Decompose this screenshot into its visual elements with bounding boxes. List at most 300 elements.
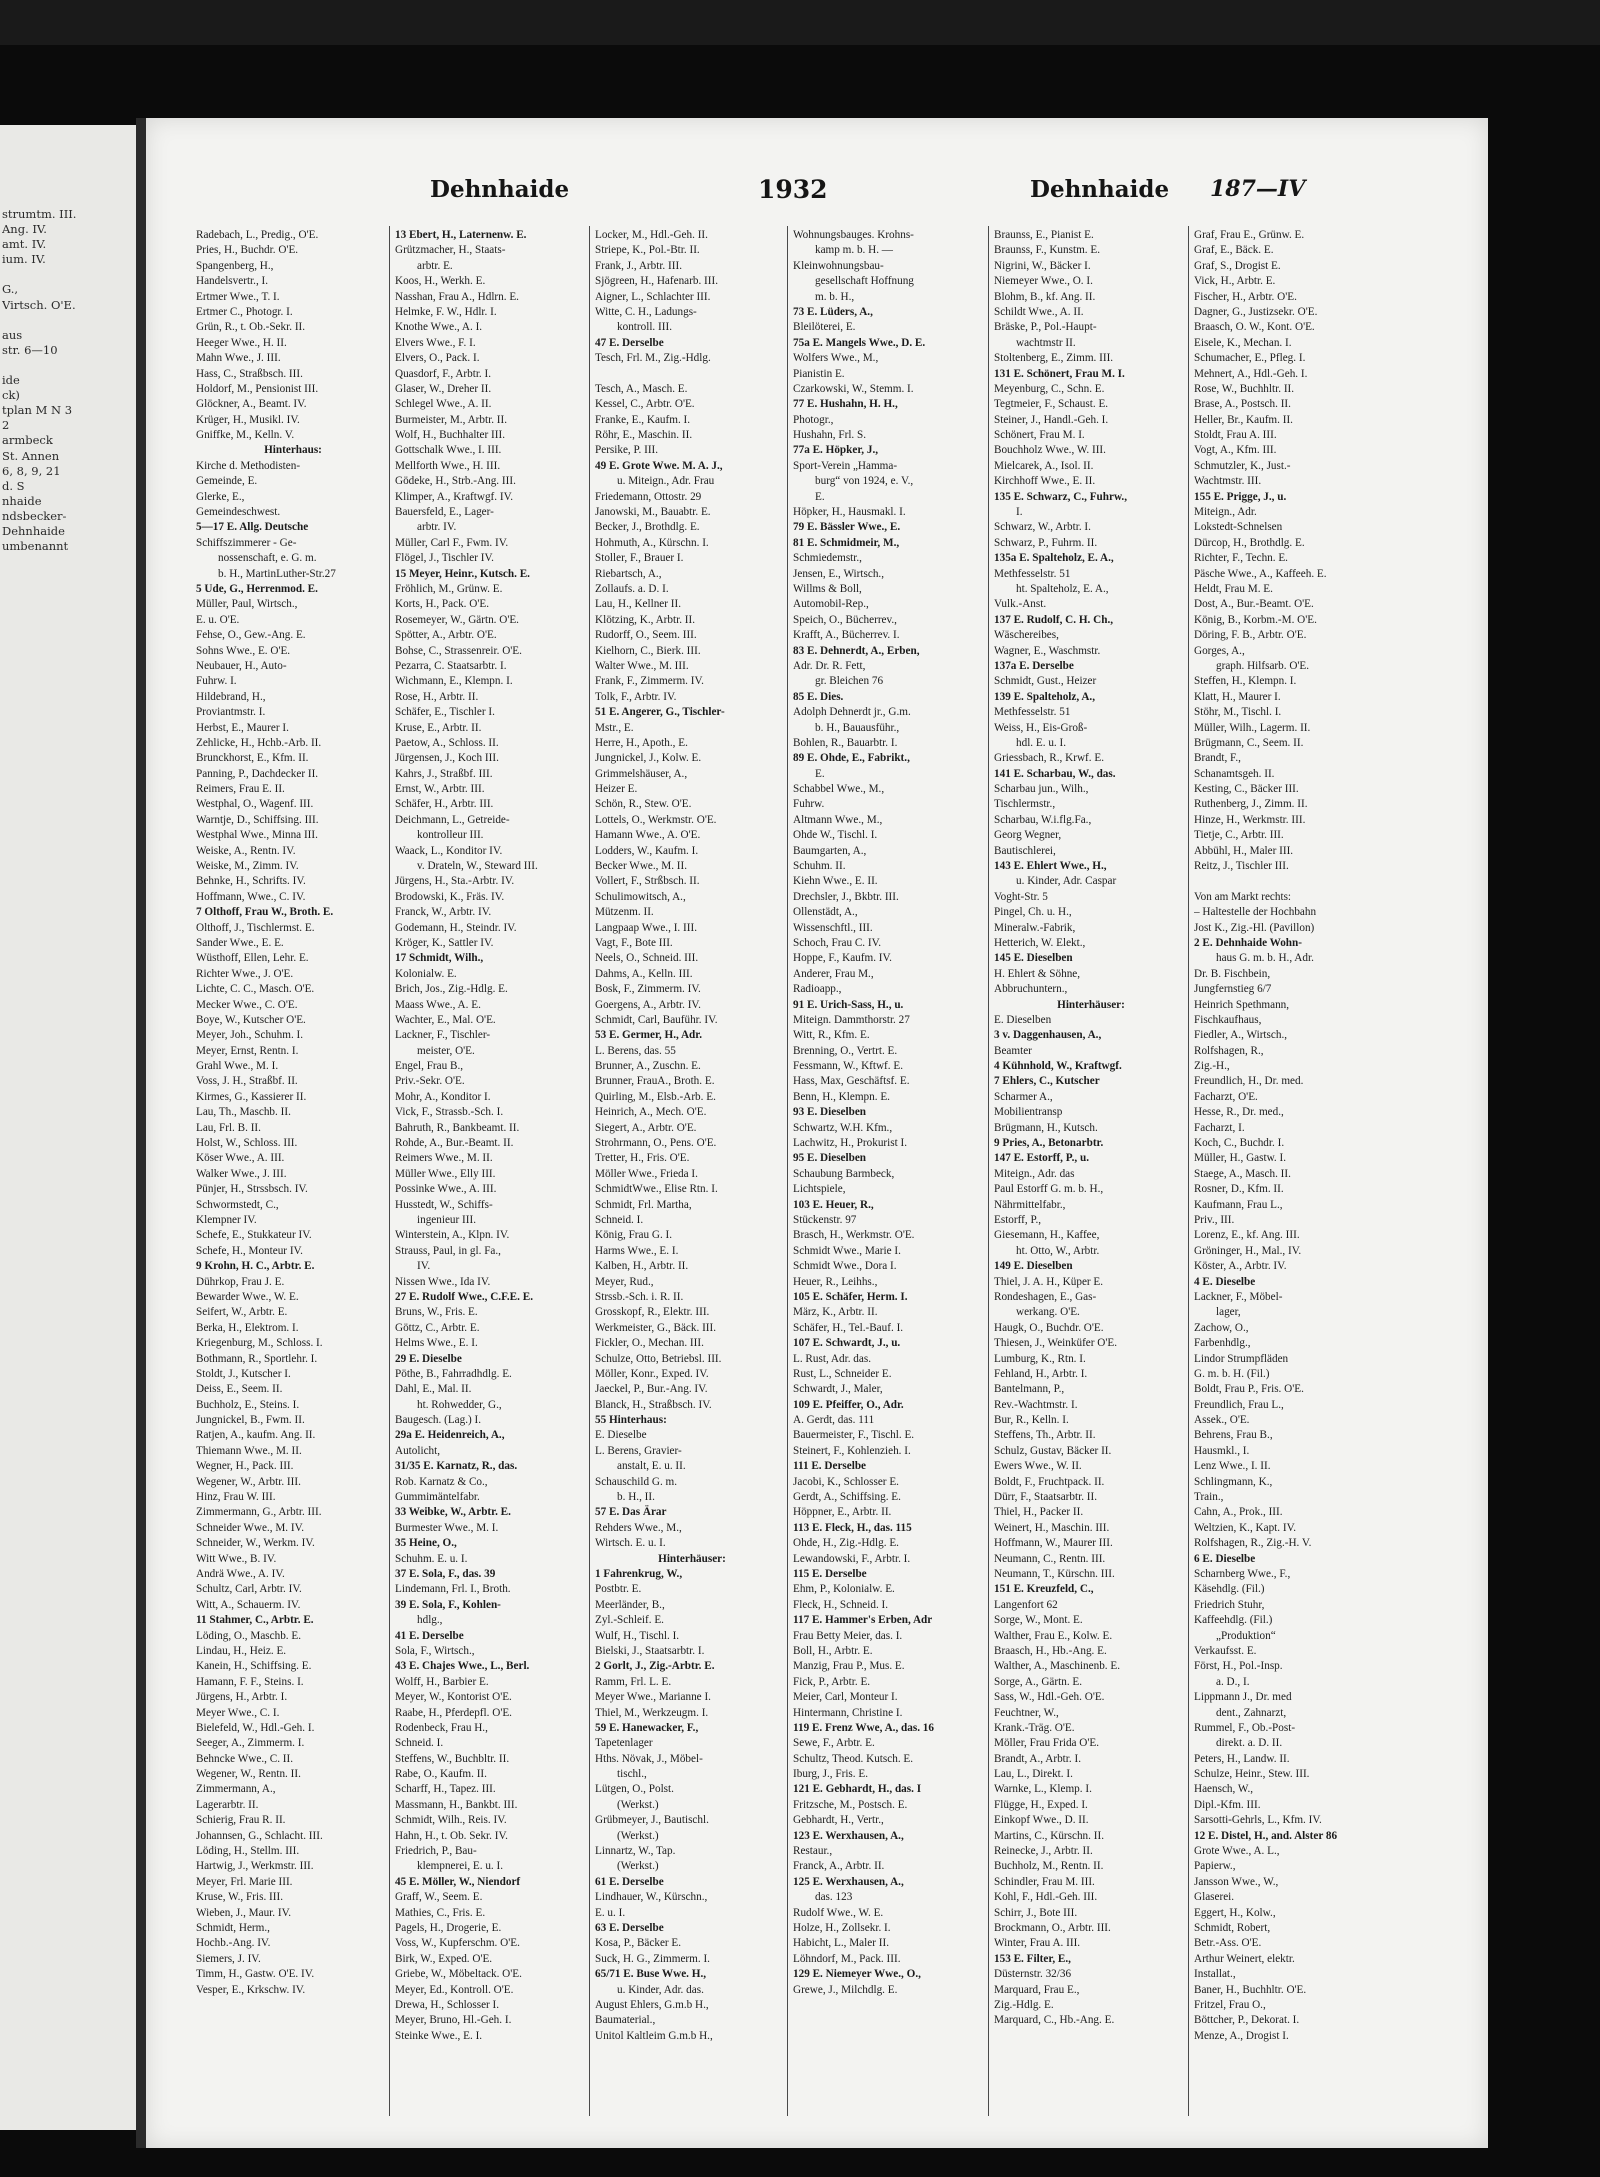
directory-entry: werkang. O'E. bbox=[1016, 1306, 1080, 1319]
directory-entry: 109 E. Pfeiffer, O., Adr. bbox=[793, 1398, 904, 1411]
directory-entry: 2 Gorlt, J., Zig.-Arbtr. E. bbox=[595, 1660, 715, 1673]
directory-entry: Assek., O'E. bbox=[1194, 1414, 1250, 1427]
directory-entry: Flögel, J., Tischler IV. bbox=[395, 552, 494, 565]
directory-entry: Facharzt, O'E. bbox=[1194, 1090, 1258, 1103]
directory-entry: Grützmacher, H., Staats- bbox=[395, 244, 506, 257]
directory-entry: Handelsvertr., I. bbox=[196, 275, 269, 288]
directory-entry: 13 Ebert, H., Laternenw. E. bbox=[395, 229, 527, 241]
directory-entry: Lackner, F., Möbel- bbox=[1194, 1290, 1283, 1303]
directory-column-2 bbox=[395, 228, 589, 2044]
directory-entry: Verkaufsst. E. bbox=[1194, 1644, 1257, 1657]
directory-entry: u. Kinder, Adr. Caspar bbox=[1016, 875, 1117, 888]
directory-entry: 59 E. Hanewacker, F., bbox=[595, 1721, 699, 1734]
directory-entry: Warnke, L., Klemp. I. bbox=[994, 1783, 1092, 1796]
directory-column-4 bbox=[793, 228, 987, 1998]
directory-entry: Warntje, D., Schiffsing. III. bbox=[196, 813, 319, 826]
left-page-line: tplan M N 3 bbox=[2, 403, 73, 418]
directory-entry: Kesting, C., Bäcker III. bbox=[1194, 783, 1299, 796]
directory-entry: Brenning, O., Vertrt. E. bbox=[793, 1044, 898, 1057]
directory-entry: Estorff, P., bbox=[994, 1214, 1042, 1226]
directory-entry: Methfesselstr. 51 bbox=[994, 706, 1071, 719]
left-page-line: ide bbox=[2, 373, 20, 388]
directory-entry: Von am Markt rechts: bbox=[1194, 890, 1292, 903]
directory-entry: L. Berens, Gravier- bbox=[595, 1444, 682, 1457]
directory-entry: Wolf, H., Buchhalter III. bbox=[395, 429, 506, 442]
directory-entry: Graf, E., Bäck. E. bbox=[1194, 244, 1274, 257]
directory-entry: Mielcarek, A., Isol. II. bbox=[994, 459, 1094, 472]
directory-entry: Lumburg, K., Rtn. I. bbox=[994, 1352, 1086, 1365]
directory-entry: lager, bbox=[1216, 1306, 1241, 1319]
directory-entry: 149 E. Dieselben bbox=[994, 1260, 1073, 1273]
directory-entry: Boye, W., Kutscher O'E. bbox=[196, 1013, 306, 1026]
directory-entry: Brasch, H., Werkmstr. O'E. bbox=[793, 1229, 915, 1242]
directory-entry: Meyer, W., Kontorist O'E. bbox=[395, 1691, 512, 1704]
directory-entry: 27 E. Rudolf Wwe., C.F.E. E. bbox=[395, 1290, 534, 1303]
left-page-line bbox=[2, 358, 138, 373]
directory-entry: Richter Wwe., J. O'E. bbox=[196, 967, 294, 980]
directory-entry: Tischlermstr., bbox=[994, 798, 1056, 811]
directory-entry: gr. Bleichen 76 bbox=[815, 675, 884, 688]
directory-entry: Winter, Frau A. III. bbox=[994, 1937, 1081, 1950]
directory-entry: 51 E. Angerer, G., Tischler- bbox=[595, 706, 725, 719]
directory-entry: Methfesselstr. 51 bbox=[994, 567, 1071, 580]
directory-entry: 85 E. Dies. bbox=[793, 690, 844, 703]
directory-entry: Strssb.-Sch. i. R. II. bbox=[595, 1290, 684, 1303]
directory-entry: Priv.-Sekr. O'E. bbox=[395, 1075, 465, 1088]
directory-entry: Baugesch. (Lag.) I. bbox=[395, 1414, 482, 1427]
directory-entry: Höppner, E., Arbtr. II. bbox=[793, 1506, 892, 1519]
directory-entry: Hausmkl., I. bbox=[1194, 1444, 1250, 1457]
directory-entry: Johannsen, G., Schlacht. III. bbox=[196, 1829, 323, 1842]
directory-entry: 55 Hinterhaus: bbox=[595, 1414, 667, 1427]
directory-entry: Käsehdlg. (Fil.) bbox=[1194, 1583, 1265, 1596]
directory-entry: Schäfer, H., Tel.-Bauf. I. bbox=[793, 1321, 904, 1334]
directory-entry: Bautischlerei, bbox=[994, 844, 1056, 857]
directory-entry: Abbühl, H., Maler III. bbox=[1194, 844, 1294, 857]
directory-entry: Bauermeister, F., Tischl. E. bbox=[793, 1429, 915, 1442]
directory-entry: Jürgens, H., Sta.-Arbtr. IV. bbox=[395, 875, 515, 888]
directory-entry: Marquard, C., Hb.-Ang. E. bbox=[994, 2014, 1115, 2027]
directory-entry: ht. Rohwedder, G., bbox=[417, 1398, 502, 1411]
directory-entry: Bleilöterei, E. bbox=[793, 321, 856, 334]
directory-entry: E. u. I. bbox=[595, 1906, 626, 1919]
directory-entry: Meyer Wwe., C. I. bbox=[196, 1706, 280, 1719]
directory-entry: Schulze, Heinr., Stew. III. bbox=[1194, 1768, 1310, 1781]
directory-entry: Mobilientransp bbox=[994, 1106, 1063, 1119]
directory-entry: 75a E. Mangels Wwe., D. E. bbox=[793, 336, 926, 349]
directory-entry: Wäschereibes, bbox=[994, 629, 1059, 642]
directory-entry: Hesse, R., Dr. med., bbox=[1194, 1106, 1284, 1119]
directory-entry: Möller, Konr., Exped. IV. bbox=[595, 1367, 709, 1380]
directory-entry: Jungfernstieg 6/7 bbox=[1194, 983, 1272, 996]
directory-entry: Schneid. I. bbox=[595, 1214, 644, 1226]
directory-entry: Rose, H., Arbtr. II. bbox=[395, 690, 479, 703]
directory-entry: Schmidt, Carl, Bauführ. IV. bbox=[595, 1013, 718, 1026]
directory-entry: Hinterhaus: bbox=[264, 444, 322, 457]
directory-entry: Installat., bbox=[1194, 1968, 1236, 1981]
directory-entry: Schefe, H., Monteur IV. bbox=[196, 1244, 303, 1257]
directory-entry: Altmann Wwe., M., bbox=[793, 813, 883, 826]
directory-entry: A. Gerdt, das. 111 bbox=[793, 1414, 875, 1427]
directory-entry: Weinert, H., Maschin. III. bbox=[994, 1521, 1110, 1534]
directory-entry: Miteign., Adr. das bbox=[994, 1167, 1075, 1180]
directory-entry: Stöhr, M., Tischl. I. bbox=[1194, 706, 1282, 719]
directory-entry: Gniffke, M., Kelln. V. bbox=[196, 429, 295, 442]
directory-entry: Sorge, A., Gärtn. E. bbox=[994, 1675, 1083, 1688]
directory-entry: Gröninger, H., Mal., IV. bbox=[1194, 1244, 1302, 1257]
directory-entry: Lottels, O., Werkmstr. O'E. bbox=[595, 813, 717, 826]
directory-entry: Fehse, O., Gew.-Ang. E. bbox=[196, 629, 306, 642]
directory-entry: 9 Krohn, H. C., Arbtr. E. bbox=[196, 1260, 315, 1273]
directory-entry: Kirche d. Methodisten- bbox=[196, 459, 301, 472]
directory-entry: Graf, S., Drogist E. bbox=[1194, 259, 1281, 272]
left-page-line bbox=[2, 267, 138, 282]
directory-entry: Krank.-Träg. O'E. bbox=[994, 1721, 1075, 1734]
directory-entry: 45 E. Möller, W., Niendorf bbox=[395, 1875, 521, 1888]
directory-entry: Bohlen, R., Bauarbtr. I. bbox=[793, 736, 898, 749]
directory-entry: Wagner, E., Waschmstr. bbox=[994, 644, 1101, 657]
directory-entry: Krüger, H., Musikl. IV. bbox=[196, 413, 300, 426]
directory-entry: hdlg., bbox=[417, 1614, 443, 1627]
directory-entry: Knothe Wwe., A. I. bbox=[395, 321, 483, 334]
left-page-line: umbenannt bbox=[2, 539, 69, 554]
directory-entry: hdl. E. u. I. bbox=[1016, 736, 1067, 749]
directory-entry: kontroll. III. bbox=[617, 321, 672, 334]
directory-entry: Rummel, F., Ob.-Post- bbox=[1194, 1721, 1296, 1734]
directory-entry: Lippmann J., Dr. med bbox=[1194, 1691, 1292, 1704]
header-street-right: Dehnhaide bbox=[1030, 176, 1170, 203]
left-page-line: str. 6—10 bbox=[2, 342, 58, 357]
directory-entry: Grün, R., t. Ob.-Sekr. II. bbox=[196, 321, 306, 334]
left-page-line: armbeck bbox=[2, 433, 53, 448]
directory-entry: Voss, J. H., Straßbf. II. bbox=[196, 1075, 298, 1088]
directory-entry: Köster, A., Arbtr. IV. bbox=[1194, 1260, 1287, 1273]
directory-entry: 9 Pries, A., Betonarbtr. bbox=[994, 1137, 1104, 1150]
directory-entry: arbtr. E. bbox=[417, 259, 453, 272]
directory-entry: Schwormstedt, C., bbox=[196, 1198, 279, 1211]
directory-entry: 137a E. Derselbe bbox=[994, 659, 1074, 672]
directory-entry: Reimers Wwe., M. II. bbox=[395, 1152, 493, 1165]
directory-entry: Löhndorf, M., Pack. III. bbox=[793, 1952, 901, 1965]
directory-entry: Hildebrand, H., bbox=[196, 690, 266, 703]
directory-entry: 41 E. Derselbe bbox=[395, 1629, 464, 1642]
directory-entry: Löding, O., Maschb. E. bbox=[196, 1629, 302, 1642]
directory-entry: Wegener, W., Rentn. II. bbox=[196, 1768, 301, 1781]
directory-entry: Steffen, H., Klempn. I. bbox=[1194, 675, 1297, 688]
directory-entry: Wachter, E., Mal. O'E. bbox=[395, 1013, 496, 1026]
directory-entry: Helms Wwe., E. I. bbox=[395, 1337, 478, 1350]
directory-entry: Schierig, Frau R. II. bbox=[196, 1814, 286, 1827]
directory-entry: Lau, Th., Maschb. II. bbox=[196, 1106, 291, 1119]
left-page-line: ck) bbox=[2, 388, 20, 403]
directory-entry: Sjögreen, H., Hafenarb. III. bbox=[595, 275, 719, 288]
directory-column-3 bbox=[595, 228, 789, 2044]
directory-entry: Klimper, A., Kraftwgf. IV. bbox=[395, 490, 514, 503]
directory-entry: Kruse, E., Arbtr. II. bbox=[395, 721, 482, 734]
header-page-number: 187—IV bbox=[1210, 176, 1306, 202]
directory-entry: 115 E. Derselbe bbox=[793, 1567, 867, 1580]
directory-entry: Heller, Br., Kaufm. II. bbox=[1194, 413, 1293, 426]
directory-entry: H. Ehlert & Söhne, bbox=[994, 967, 1081, 980]
directory-entry: Herbst, E., Maurer I. bbox=[196, 721, 289, 734]
directory-entry: ingenieur III. bbox=[417, 1214, 477, 1226]
directory-entry: b. H., Bauausführ., bbox=[815, 721, 900, 734]
directory-entry: Müller, Wilh., Lagerm. II. bbox=[1194, 721, 1311, 734]
directory-entry: 7 Olthoff, Frau W., Broth. E. bbox=[196, 906, 334, 919]
directory-entry: Mehnert, A., Hdl.-Geh. I. bbox=[1194, 367, 1308, 380]
directory-entry: Pünjer, H., Strssbsch. IV. bbox=[196, 1183, 308, 1196]
directory-entry: Pries, H., Buchdr. O'E. bbox=[196, 244, 299, 257]
directory-entry: Kleinwohnungsbau- bbox=[793, 259, 884, 272]
directory-entry: Feuchtner, W., bbox=[994, 1706, 1059, 1719]
directory-entry: Becker, J., Brothdlg. E. bbox=[595, 521, 700, 534]
directory-entry: Jungnickel, J., Kolw. E. bbox=[595, 752, 702, 765]
directory-entry: E. u. O'E. bbox=[196, 613, 240, 626]
directory-entry: Cahn, A., Prok., III. bbox=[1194, 1506, 1283, 1519]
directory-entry: Scharnberg Wwe., F., bbox=[1194, 1567, 1291, 1580]
directory-entry: Unitol Kaltleim G.m.b H., bbox=[595, 2029, 713, 2042]
directory-entry: Hoffmann, W., Maurer III. bbox=[994, 1537, 1113, 1550]
directory-entry: Kessel, C., Arbtr. O'E. bbox=[595, 398, 695, 411]
directory-entry: Schmidt Wwe., Dora I. bbox=[793, 1260, 897, 1273]
directory-entry: Hochb.-Ang. IV. bbox=[196, 1937, 271, 1950]
directory-entry: Paetow, A., Schloss. II. bbox=[395, 736, 499, 749]
directory-entry: Lau, Frl. B. II. bbox=[196, 1121, 261, 1134]
directory-entry: Vollert, F., Strßbsch. II. bbox=[595, 875, 700, 888]
left-page-line: amt. IV. bbox=[2, 237, 47, 252]
left-page-line bbox=[2, 313, 138, 328]
directory-entry: Abbruchuntern., bbox=[994, 983, 1068, 996]
directory-entry: G. m. b. H. (Fil.) bbox=[1194, 1367, 1270, 1380]
directory-entry: Friedemann, Ottostr. 29 bbox=[595, 490, 702, 503]
directory-entry: Brase, A., Postsch. II. bbox=[1194, 398, 1291, 411]
directory-entry: Giesemann, H., Kaffee, bbox=[994, 1229, 1100, 1242]
directory-entry: ht. Spalteholz, E. A., bbox=[1016, 582, 1109, 595]
directory-entry: Böttcher, P., Dekorat. I. bbox=[1194, 2014, 1300, 2027]
directory-entry: tischl., bbox=[617, 1768, 647, 1781]
directory-entry: Schmidt Wwe., Marie I. bbox=[793, 1244, 901, 1257]
directory-entry: Steiner, J., Handl.-Geh. I. bbox=[994, 413, 1109, 426]
directory-entry: Sewe, F., Arbtr. E. bbox=[793, 1737, 875, 1750]
directory-entry: Eggert, H., Kolw., bbox=[1194, 1906, 1276, 1919]
directory-entry: Braasch, O. W., Kont. O'E. bbox=[1194, 321, 1315, 334]
directory-entry: E. Dieselben bbox=[994, 1013, 1052, 1026]
directory-entry: Ernst, W., Arbtr. III. bbox=[395, 783, 485, 796]
directory-entry: L. Berens, das. 55 bbox=[595, 1044, 676, 1057]
directory-entry: u. Kinder, Adr. das. bbox=[617, 1983, 704, 1996]
directory-entry: Schumacher, E., Pfleg. I. bbox=[1194, 352, 1306, 365]
directory-entry: Frau Betty Meier, das. I. bbox=[793, 1629, 903, 1642]
directory-entry: Schefe, E., Stukkateur IV. bbox=[196, 1229, 312, 1242]
directory-entry: direkt. a. D. II. bbox=[1216, 1737, 1283, 1750]
directory-entry: Mellforth Wwe., H. III. bbox=[395, 459, 501, 472]
directory-entry: Dost, A., Bur.-Beamt. O'E. bbox=[1194, 598, 1314, 611]
directory-entry: Gerdt, A., Schiffsing. E. bbox=[793, 1491, 901, 1504]
directory-entry: Hoppe, F., Kaufm. IV. bbox=[793, 952, 892, 965]
column-divider bbox=[988, 226, 989, 2116]
directory-entry: Tolk, F., Arbtr. IV. bbox=[595, 690, 677, 703]
directory-entry: Janowski, M., Bauabtr. E. bbox=[595, 506, 711, 519]
directory-entry: Schultz, Theod. Kutsch. E. bbox=[793, 1752, 914, 1765]
directory-entry: Kirchhoff Wwe., E. II. bbox=[994, 475, 1096, 488]
directory-entry: Dürcop, H., Brothdlg. E. bbox=[1194, 536, 1305, 549]
directory-entry: Possinke Wwe., A. III. bbox=[395, 1183, 497, 1196]
left-page-line: ndsbecker- bbox=[2, 508, 67, 523]
left-page-text bbox=[0, 125, 138, 554]
directory-entry: Lau, L., Direkt. I. bbox=[994, 1768, 1073, 1781]
directory-entry: ht. Otto, W., Arbtr. bbox=[1016, 1244, 1100, 1257]
directory-entry: Jost K., Zig.-Hl. (Pavillon) bbox=[1194, 921, 1315, 934]
directory-entry: Schiffszimmerer - Ge- bbox=[196, 536, 297, 549]
directory-entry: Heinrich, A., Mech. O'E. bbox=[595, 1106, 707, 1119]
directory-entry: Wohnungsbauges. Krohns- bbox=[793, 229, 914, 241]
directory-entry: Bahruth, R., Bankbeamt. II. bbox=[395, 1121, 520, 1134]
directory-entry: 89 E. Ohde, E., Fabrikt., bbox=[793, 752, 910, 765]
directory-entry: arbtr. IV. bbox=[417, 521, 457, 534]
directory-entry: Hinz, Frau W. III. bbox=[196, 1491, 276, 1504]
directory-page bbox=[146, 118, 1488, 2148]
directory-entry: Quirling, M., Elsb.-Arb. E. bbox=[595, 1090, 716, 1103]
directory-entry: Neubauer, H., Auto- bbox=[196, 659, 287, 672]
directory-entry: Stoltenberg, E., Zimm. III. bbox=[994, 352, 1114, 365]
directory-entry: Neumann, T., Kürschn. III. bbox=[994, 1567, 1115, 1580]
directory-entry: Reitz, J., Tischler III. bbox=[1194, 860, 1289, 873]
directory-entry: Hartwig, J., Werkmstr. III. bbox=[196, 1860, 314, 1873]
directory-entry: IV. bbox=[417, 1260, 431, 1273]
directory-entry: Hass, C., Straßbsch. III. bbox=[196, 367, 303, 380]
directory-entry: 135 E. Schwarz, C., Fuhrw., bbox=[994, 490, 1128, 503]
directory-entry: Lindor Strumpfläden bbox=[1194, 1352, 1289, 1365]
directory-entry: Mineralw.-Fabrik, bbox=[994, 921, 1076, 934]
directory-entry: Schaubung Barmbeck, bbox=[793, 1167, 895, 1180]
directory-entry: Müller, Paul, Wirtsch., bbox=[196, 598, 298, 611]
directory-entry: Rehders Wwe., M., bbox=[595, 1521, 682, 1534]
directory-entry: Staege, A., Masch. II. bbox=[1194, 1167, 1291, 1180]
directory-entry: Bruns, W., Fris. E. bbox=[395, 1306, 478, 1319]
directory-entry: Brich, Jos., Zig.-Hdlg. E. bbox=[395, 983, 508, 996]
directory-entry: 143 E. Ehlert Wwe., H., bbox=[994, 860, 1107, 873]
directory-entry: Schanamtsgeh. II. bbox=[1194, 767, 1275, 780]
directory-entry: Sport-Verein „Hamma- bbox=[793, 459, 898, 472]
directory-entry: Lewandowski, F., Arbtr. I. bbox=[793, 1552, 911, 1565]
directory-entry: 4 Kühnhold, W., Kraftwgf. bbox=[994, 1060, 1122, 1073]
directory-entry: Schäfer, H., Arbtr. III. bbox=[395, 798, 494, 811]
directory-entry: Kielhorn, C., Bierk. III. bbox=[595, 644, 701, 657]
directory-entry: Schultz, Carl, Arbtr. IV. bbox=[196, 1583, 302, 1596]
directory-entry: Rust, L., Schneider E. bbox=[793, 1367, 892, 1380]
directory-entry: Nigrini, W., Bäcker I. bbox=[994, 259, 1091, 272]
directory-entry: Neumann, C., Rentn. III. bbox=[994, 1552, 1106, 1565]
directory-entry: 1 Fahrenkrug, W., bbox=[595, 1567, 683, 1580]
directory-entry: Stoldt, J., Kutscher I. bbox=[196, 1367, 291, 1380]
directory-entry: Lodders, W., Kaufm. I. bbox=[595, 844, 699, 857]
directory-entry: Baner, H., Buchhltr. O'E. bbox=[1194, 1983, 1307, 1996]
directory-entry: Andrä Wwe., A. IV. bbox=[196, 1567, 285, 1580]
directory-entry: Raabe, H., Pferdepfl. O'E. bbox=[395, 1706, 512, 1719]
directory-entry: Wichmann, E., Klempn. I. bbox=[395, 675, 513, 688]
directory-entry: Röhr, E., Maschin. II. bbox=[595, 429, 693, 442]
directory-entry: Brügmann, C., Seem. II. bbox=[1194, 736, 1304, 749]
directory-entry: Betr.-Ass. O'E. bbox=[1194, 1937, 1262, 1950]
directory-entry: Graf, Frau E., Grünw. E. bbox=[1194, 229, 1305, 241]
directory-entry: Meyer, Rud., bbox=[595, 1275, 654, 1288]
directory-entry: 3 v. Daggenhausen, A., bbox=[994, 1029, 1102, 1042]
left-page-line: St. Annen bbox=[2, 448, 60, 463]
directory-entry: Hths. Növak, J., Möbel- bbox=[595, 1752, 703, 1765]
left-page-line: nhaide bbox=[2, 493, 42, 508]
directory-entry: Fessmann, W., Kftwf. E. bbox=[793, 1060, 904, 1073]
directory-entry: Steinert, F., Kohlenzieh. I. bbox=[793, 1444, 911, 1457]
directory-entry: Gödeke, H., Strb.-Ang. III. bbox=[395, 475, 516, 488]
header-street-left: Dehnhaide bbox=[430, 176, 570, 203]
directory-entry: Hamann, F. F., Steins. I. bbox=[196, 1675, 304, 1688]
directory-entry: Schäfer, E., Tischler I. bbox=[395, 706, 495, 719]
directory-entry: 12 E. Distel, H., and. Alster 86 bbox=[1194, 1829, 1338, 1842]
directory-entry: 151 E. Kreuzfeld, C., bbox=[994, 1583, 1094, 1596]
directory-entry: Heeger Wwe., H. II. bbox=[196, 336, 287, 349]
directory-entry: Einkopf Wwe., D. II. bbox=[994, 1814, 1089, 1827]
directory-entry: Rose, W., Buchhltr. II. bbox=[1194, 382, 1295, 395]
directory-entry: Grimmelshäuser, A., bbox=[595, 767, 688, 780]
directory-entry: 107 E. Schwardt, J., u. bbox=[793, 1337, 901, 1350]
directory-entry: 93 E. Dieselben bbox=[793, 1106, 867, 1119]
directory-entry: haus G. m. b. H., Adr. bbox=[1216, 952, 1314, 965]
directory-entry: Voght-Str. 5 bbox=[994, 890, 1048, 903]
directory-entry: Buchholz, M., Rentn. II. bbox=[994, 1860, 1104, 1873]
directory-entry: 2 E. Dehnhaide Wohn- bbox=[1194, 936, 1302, 949]
directory-entry: 137 E. Rudolf, C. H. Ch., bbox=[994, 613, 1114, 626]
directory-entry: Hinterhäuser: bbox=[1057, 998, 1125, 1011]
directory-entry: „Produktion“ bbox=[1216, 1629, 1276, 1642]
directory-entry: Linnartz, W., Tap. bbox=[595, 1845, 676, 1858]
directory-entry: 53 E. Germer, H., Adr. bbox=[595, 1029, 702, 1042]
directory-entry: 103 E. Heuer, R., bbox=[793, 1198, 874, 1211]
directory-entry: Franck, A., Arbtr. II. bbox=[793, 1860, 885, 1873]
directory-entry: Rosner, D., Kfm. II. bbox=[1194, 1183, 1284, 1196]
directory-entry: Bielefeld, W., Hdl.-Geh. I. bbox=[196, 1721, 315, 1734]
directory-entry: E. bbox=[815, 490, 825, 503]
directory-entry: Rolfshagen, R., Zig.-H. V. bbox=[1194, 1537, 1312, 1550]
directory-entry: Ollenstädt, A., bbox=[793, 906, 858, 919]
directory-entry: Tietje, C., Arbtr. III. bbox=[1194, 829, 1284, 842]
directory-entry: Bräske, P., Pol.-Haupt- bbox=[994, 321, 1097, 334]
directory-entry: Speich, O., Bücherrev., bbox=[793, 613, 897, 626]
directory-entry: Witt Wwe., B. IV. bbox=[196, 1552, 277, 1565]
directory-entry: Peters, H., Landw. II. bbox=[1194, 1752, 1290, 1765]
directory-entry: Burmester Wwe., M. I. bbox=[395, 1521, 499, 1534]
directory-entry: E. bbox=[815, 767, 825, 780]
directory-entry: Weiss, H., Eis-Groß- bbox=[994, 721, 1088, 734]
directory-entry: Franck, W., Arbtr. IV. bbox=[395, 906, 492, 919]
directory-entry: Brodowski, K., Fräs. IV. bbox=[395, 890, 505, 903]
directory-entry: Paul Estorff G. m. b. H., bbox=[994, 1183, 1104, 1196]
directory-entry: anstalt, E. u. II. bbox=[617, 1460, 686, 1473]
directory-entry: 49 E. Grote Wwe. M. A. J., bbox=[595, 459, 723, 472]
directory-entry: Wirtsch. E. u. I. bbox=[595, 1537, 666, 1550]
directory-entry: Stoldt, Frau A. III. bbox=[1194, 429, 1277, 442]
directory-entry: Koos, H., Werkh. E. bbox=[395, 275, 486, 288]
directory-entry: Steffens, W., Buchbltr. II. bbox=[395, 1752, 510, 1765]
directory-entry: Boldt, Frau P., Fris. O'E. bbox=[1194, 1383, 1304, 1396]
directory-entry: Dahms, A., Kelln. III. bbox=[595, 967, 693, 980]
directory-entry: Klötzing, K., Arbtr. II. bbox=[595, 613, 696, 626]
directory-entry: Holdorf, M., Pensionist III. bbox=[196, 382, 319, 395]
directory-entry: Schulimowitsch, A., bbox=[595, 890, 686, 903]
directory-entry: Langpaap Wwe., I. III. bbox=[595, 921, 697, 934]
directory-entry: Tegtmeier, F., Schaust. E. bbox=[994, 398, 1109, 411]
directory-entry: Witte, C. H., Ladungs- bbox=[595, 305, 697, 318]
directory-entry: E. Dieselbe bbox=[595, 1429, 647, 1442]
